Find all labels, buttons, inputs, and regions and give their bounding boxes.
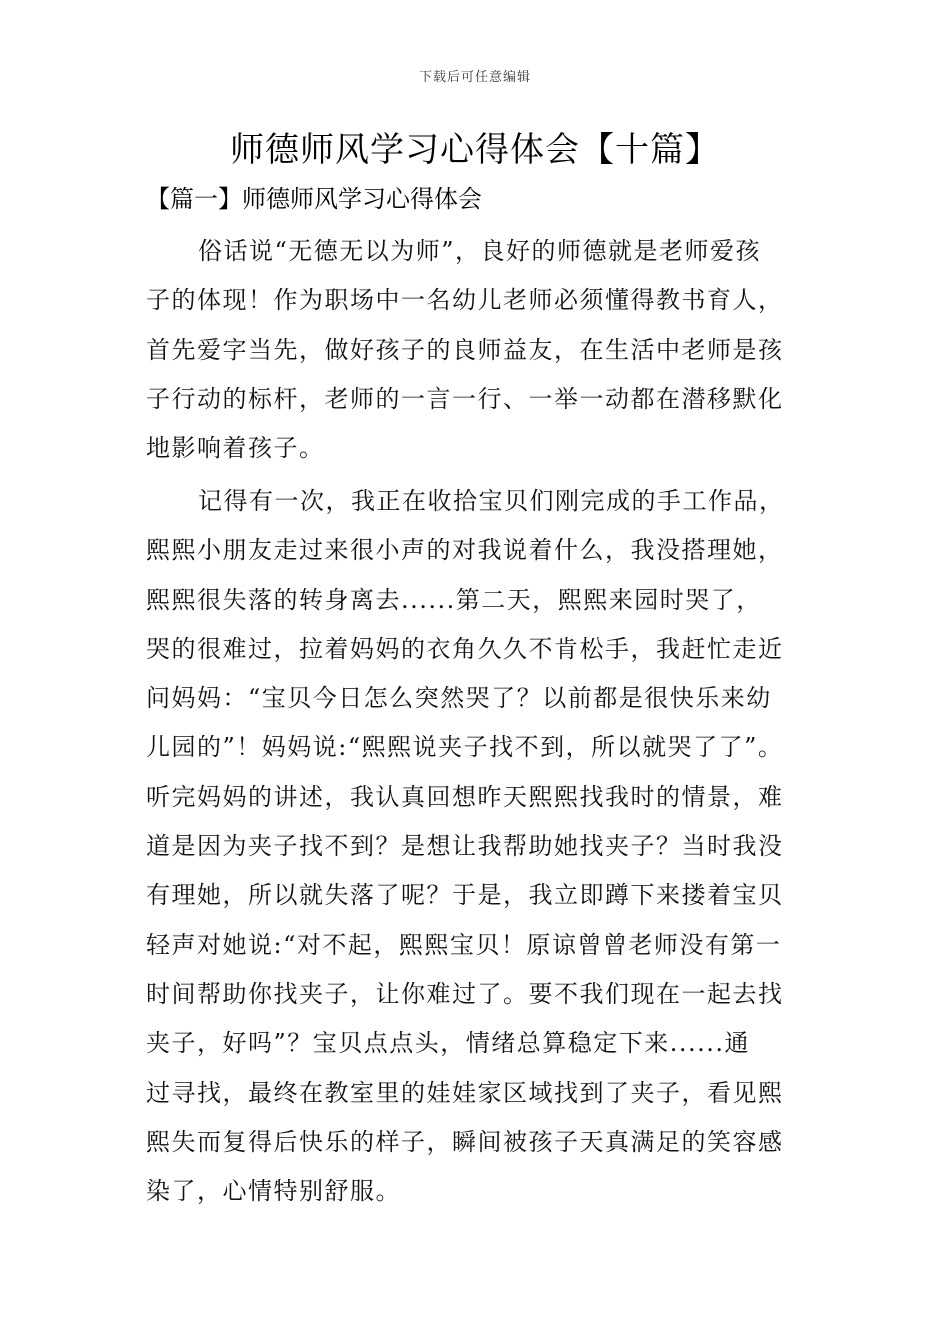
paragraph-line: 熙熙小朋友走过来很小声的对我说着什么，我没搭理她， <box>146 536 784 565</box>
section-heading: 【篇一】师德师风学习心得体会 <box>146 185 482 213</box>
header-note: 下载后可任意编辑 <box>418 70 531 85</box>
paragraph-line: 轻声对她说:“对不起，熙熙宝贝！原谅曾曾老师没有第一 <box>146 930 782 959</box>
paragraph-line: 地影响着孩子。 <box>146 434 325 463</box>
paragraph-line: 听完妈妈的讲述，我认真回想昨天熙熙找我时的情景，难 <box>146 782 784 811</box>
paragraph-line: 记得有一次，我正在收拾宝贝们刚完成的手工作品， <box>198 487 785 515</box>
paragraph-line: 哭的很难过，拉着妈妈的衣角久久不肯松手，我赶忙走近 <box>146 634 784 663</box>
paragraph-line: 首先爱字当先，做好孩子的良师益友，在生活中老师是孩 <box>146 335 784 364</box>
paragraph-line: 夹子，好吗”？宝贝点点头，情绪总算稳定下来......通 <box>146 1029 751 1058</box>
paragraph-line: 子行动的标杆，老师的一言一行、一举一动都在潜移默化 <box>146 384 784 413</box>
paragraph-line: 时间帮助你找夹子，让你难过了。要不我们现在一起去找 <box>146 979 784 1008</box>
paragraph-line: 过寻找，最终在教室里的娃娃家区域找到了夹子，看见熙 <box>146 1078 784 1107</box>
paragraph-line: 熙失而复得后快乐的样子，瞬间被孩子天真满足的笑容感 <box>146 1127 784 1156</box>
paragraph-1 <box>146 227 826 473</box>
paragraph-line: 有理她，所以就失落了呢？于是，我立即蹲下来搂着宝贝 <box>146 881 784 910</box>
paragraph-line: 子的体现！作为职场中一名幼儿老师必须懂得教书育人， <box>146 286 784 315</box>
paragraph-line: 儿园的”！妈妈说:“熙熙说夹子找不到，所以就哭了了”。 <box>146 733 784 762</box>
paragraph-line: 染了，心情特别舒服。 <box>146 1177 401 1206</box>
document-title: 师德师风学习心得体会【十篇】 <box>230 130 720 170</box>
paragraph-line: 熙熙很失落的转身离去......第二天，熙熙来园时哭了， <box>146 585 762 614</box>
paragraph-line: 俗话说“无德无以为师”，良好的师德就是老师爱孩 <box>198 237 762 265</box>
paragraph-line: 问妈妈：“宝贝今日怎么突然哭了？以前都是很快乐来幼 <box>146 684 772 713</box>
paragraph-2 <box>146 477 826 1216</box>
paragraph-line: 道是因为夹子找不到？是想让我帮助她找夹子？当时我没 <box>146 832 784 861</box>
